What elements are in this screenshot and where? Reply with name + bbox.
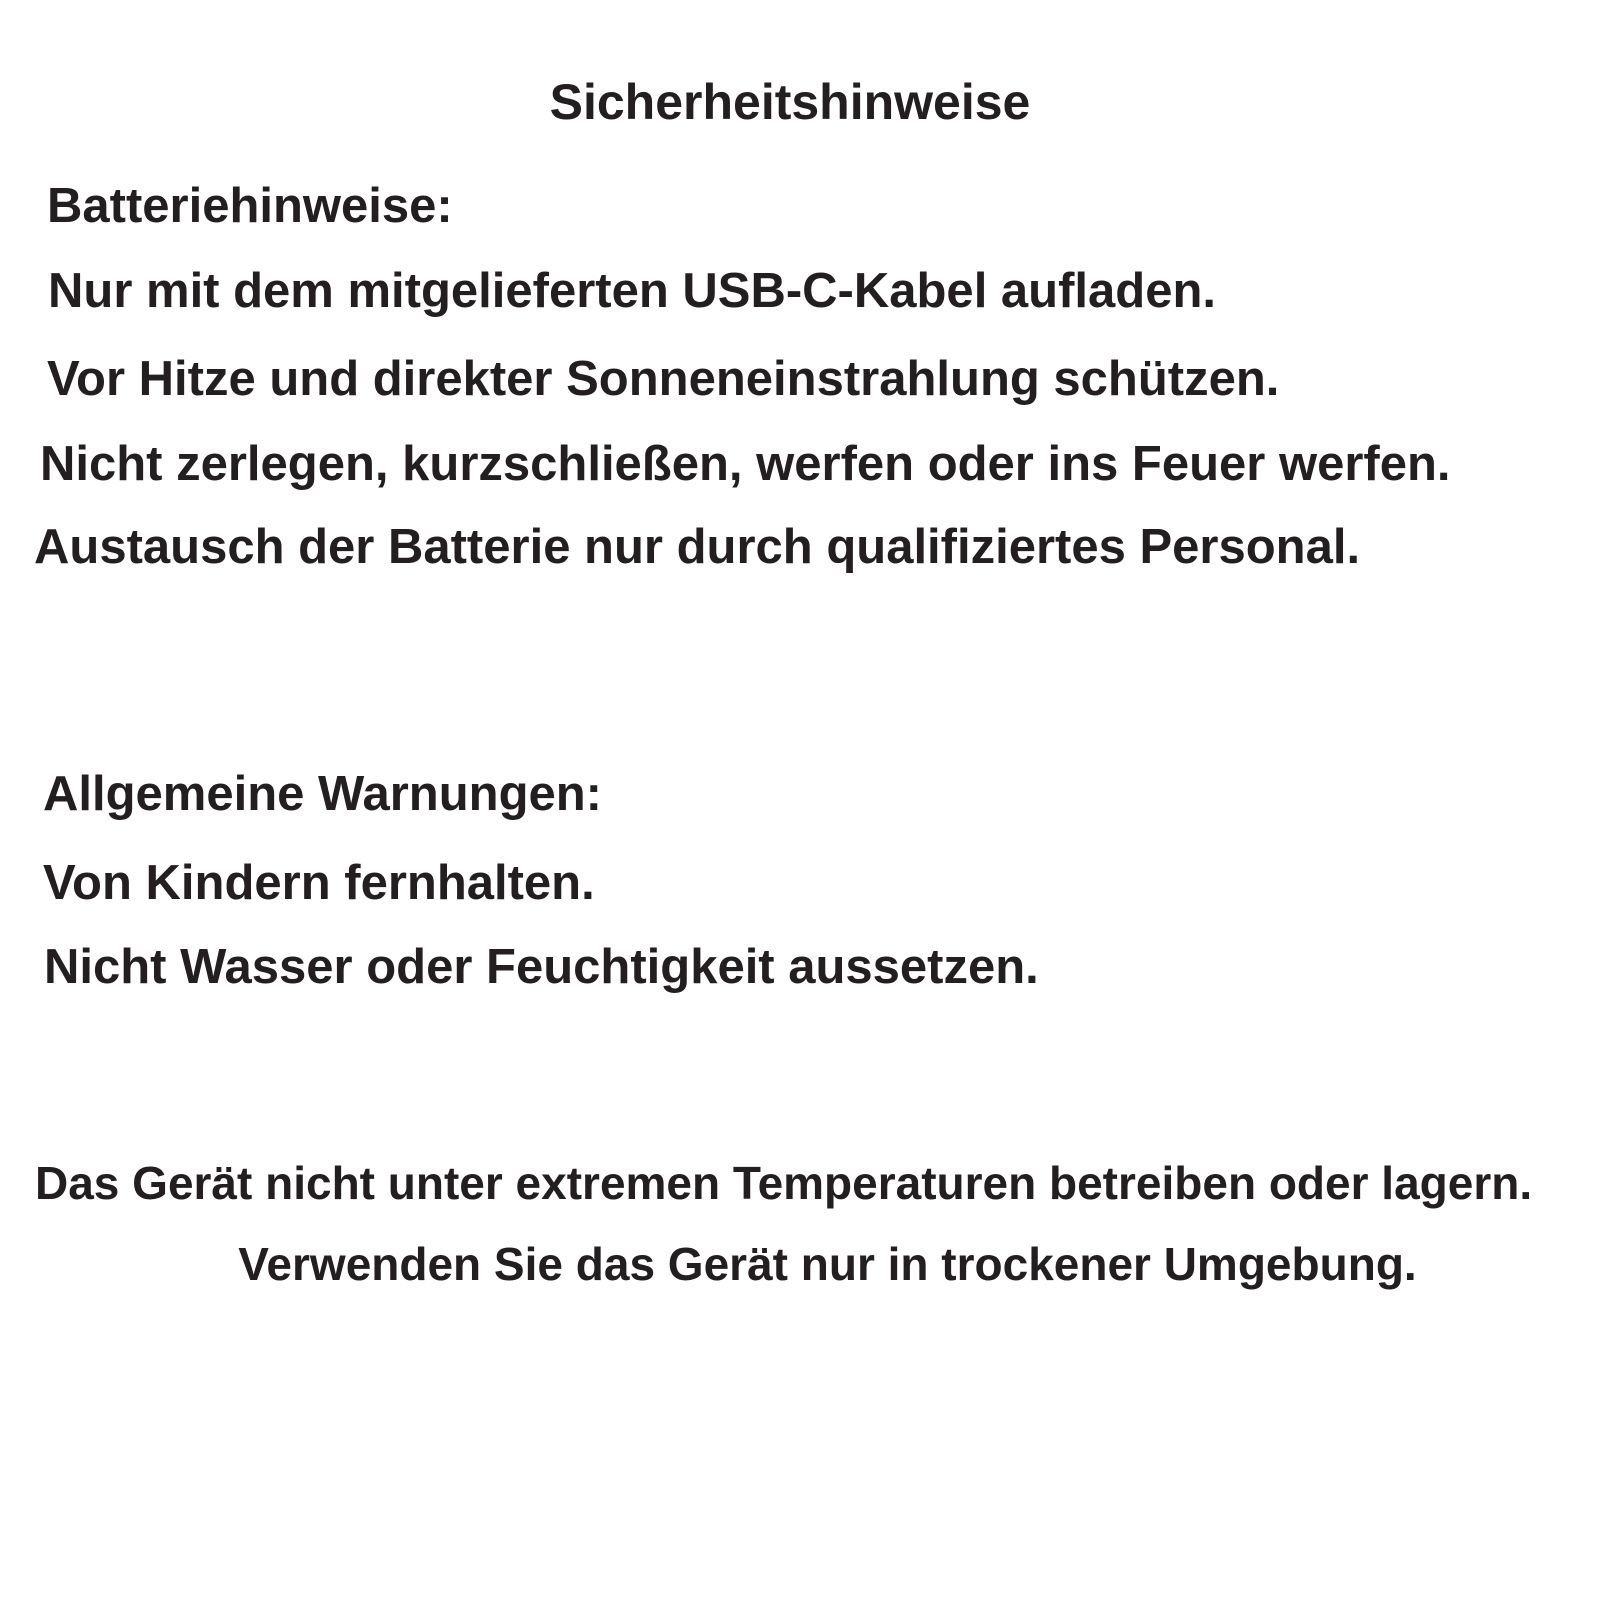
battery-note-replacement: Austausch der Batterie nur durch qualifiziertes Personal. xyxy=(34,520,1361,574)
general-warnings-heading: Allgemeine Warnungen: xyxy=(43,767,603,821)
document-title: Sicherheitshinweise xyxy=(549,74,1031,130)
footer-note-dry-environment: Verwenden Sie das Gerät nur in trockener Umgebung. xyxy=(238,1238,1417,1290)
battery-note-charging: Nur mit dem mitgelieferten USB-C-Kabel aufladen. xyxy=(48,264,1217,318)
battery-note-disassembly: Nicht zerlegen, kurzschließen, werfen oder ins Feuer werfen. xyxy=(40,437,1451,491)
battery-section-heading: Batteriehinweise: xyxy=(47,179,453,233)
general-warning-moisture: Nicht Wasser oder Feuchtigkeit aussetzen. xyxy=(44,940,1039,994)
footer-note-temperature: Das Gerät nicht unter extremen Temperaturen betreiben oder lagern. xyxy=(35,1157,1533,1209)
battery-note-heat: Vor Hitze und direkter Sonneneinstrahlung schützen. xyxy=(47,352,1280,406)
general-warning-children: Von Kindern fernhalten. xyxy=(43,856,595,910)
